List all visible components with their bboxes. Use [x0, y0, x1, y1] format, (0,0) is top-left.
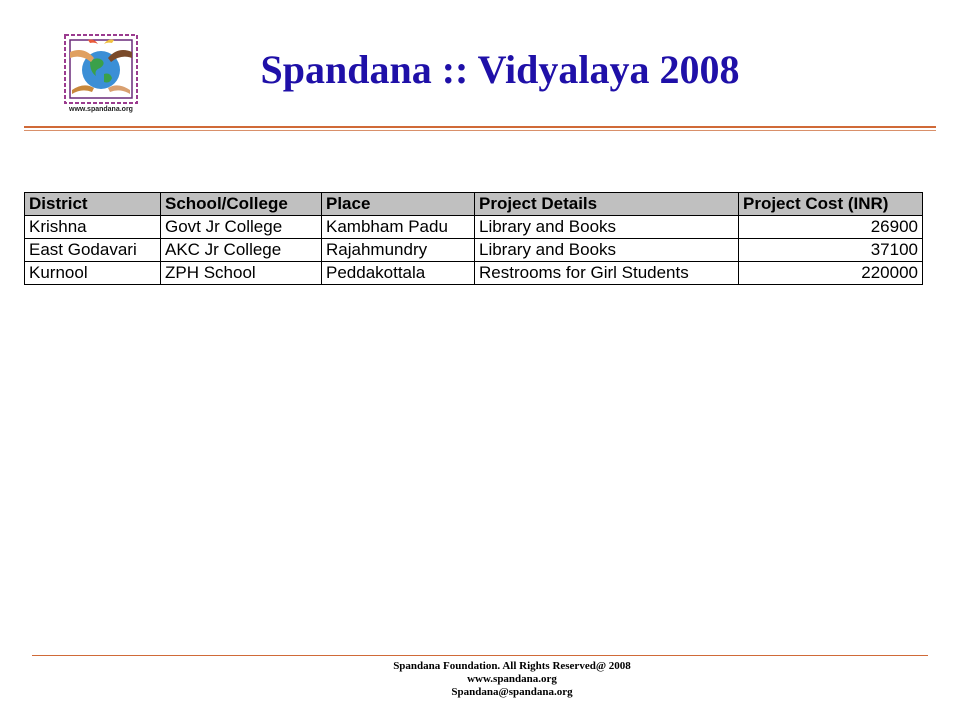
table-row [25, 239, 923, 262]
footer-website: www.spandana.org [467, 673, 557, 685]
cell-district: Krishna [25, 216, 161, 239]
cell-project-cost: 37100 [739, 239, 923, 262]
table-row [25, 262, 923, 285]
table-header-row [25, 193, 923, 216]
column-header-school: School/College [161, 193, 322, 216]
cell-project-details: Restrooms for Girl Students [475, 262, 739, 285]
column-header-district: District [25, 193, 161, 216]
cell-place: Rajahmundry [322, 239, 475, 262]
cell-place: Kambham Padu [322, 216, 475, 239]
cell-project-details: Library and Books [475, 216, 739, 239]
projects-table [24, 192, 923, 285]
footer-divider [32, 655, 928, 656]
cell-school: ZPH School [161, 262, 322, 285]
table-row [25, 216, 923, 239]
cell-place: Peddakottala [322, 262, 475, 285]
header-divider [24, 126, 936, 128]
footer-email: Spandana@spandana.org [451, 686, 573, 698]
cell-school: Govt Jr College [161, 216, 322, 239]
footer-copyright: Spandana Foundation. All Rights Reserved@ 2008 [393, 660, 631, 672]
footer [0, 660, 960, 699]
page-title: Spandana :: Vidyalaya 2008 [260, 47, 740, 92]
column-header-place: Place [322, 193, 475, 216]
cell-district: Kurnool [25, 262, 161, 285]
header-divider-thin [24, 130, 936, 131]
logo-caption: www.spandana.org [69, 106, 133, 113]
column-header-project-cost: Project Cost (INR) [739, 193, 923, 216]
cell-project-cost: 26900 [739, 216, 923, 239]
cell-project-details: Library and Books [475, 239, 739, 262]
cell-district: East Godavari [25, 239, 161, 262]
cell-project-cost: 220000 [739, 262, 923, 285]
cell-school: AKC Jr College [161, 239, 322, 262]
column-header-project-details: Project Details [475, 193, 739, 216]
